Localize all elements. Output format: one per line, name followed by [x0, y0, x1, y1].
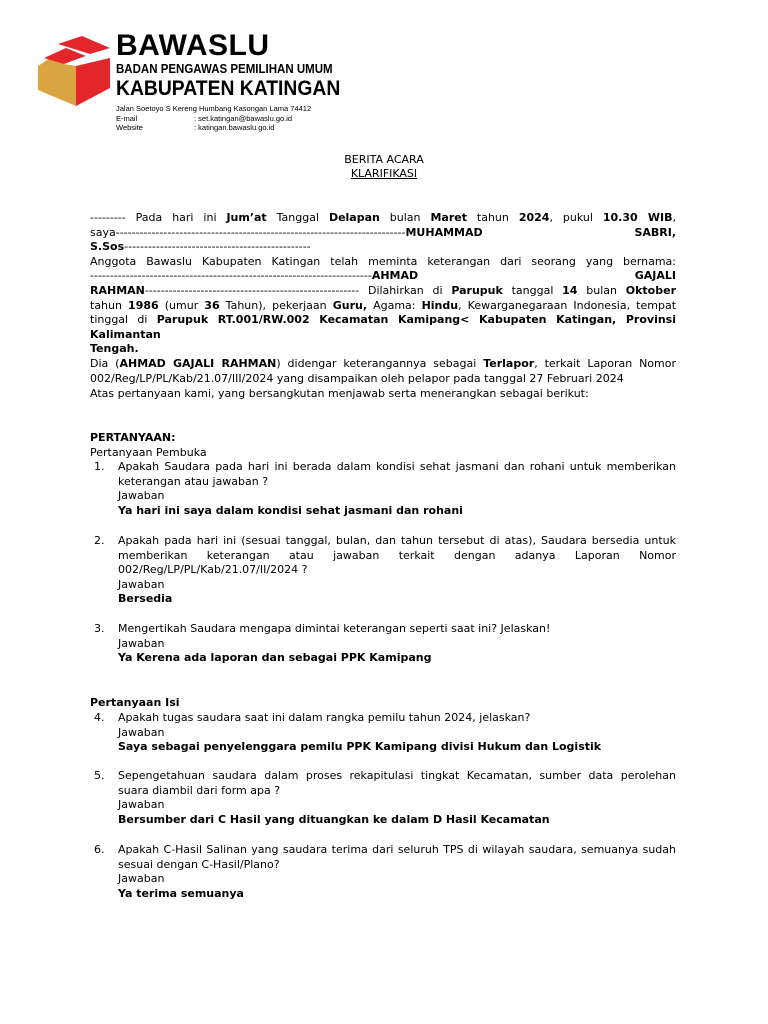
answer-label: Jawaban: [118, 489, 165, 503]
intro-line: Dia (AHMAD GAJALI RAHMAN) didengar keterangannya sebagai Terlapor, terkait Laporan Nomor: [90, 356, 677, 370]
section-header: [90, 431, 676, 460]
answer: Bersedia: [118, 592, 173, 606]
answer-label: Jawaban: [118, 798, 165, 812]
question-item: 5. Sepengetahuan saudara dalam proses rekapitulasi tingkat Kecamatan, sumber data perolehan suara diambil dari form apa ? Jawaban Bersumber dari C Hasil yang dituangkan ke dalam D Hasil Kecamatan: [94, 769, 676, 826]
question-item: 2. Apakah pada hari ini (sesuai tanggal, bulan, dan tahun tersebut di atas), Saudara bersedia untuk memberikan keterangan atau jawaban terkait dengan adanya Laporan Nomor 002/Reg/LP/PL/Kab/21.07/II/2024 ? Jawaban Bersedia: [94, 534, 676, 606]
intro-line: RAHMAN------------------------------------------------------ Dilahirkan di Parupuk tanggal 14 bulan Oktober: [90, 283, 676, 297]
doc-title: BERITA ACARA: [344, 153, 424, 166]
question-item: 1. Apakah Saudara pada hari ini berada dalam kondisi sehat jasmani dan rohani untuk memberikan keterangan atau jawaban ? Jawaban Ya hari ini saya dalam kondisi sehat jasmani dan rohani: [94, 460, 676, 517]
intro-line: saya-------------------------------------------------------------------------MUHAMMAD SABRI,: [90, 225, 676, 239]
org-region: KABUPATEN KATINGAN: [116, 77, 341, 100]
website-value: : katingan.bawaslu.go.id: [194, 123, 275, 133]
subsection-content: Pertanyaan Isi: [90, 696, 180, 709]
intro-paragraph: [90, 211, 676, 386]
section-title: PERTANYAAN:: [90, 431, 176, 444]
website-label: Website: [116, 123, 143, 133]
intro-line: tinggal di Parupuk RT.001/RW.002 Kecamatan Kamipang< Kabupaten Katingan, Provinsi Kalimantan: [90, 313, 676, 341]
contact-block: [116, 104, 311, 133]
bawaslu-logo: [36, 36, 112, 106]
answer: Ya terima semuanya: [118, 886, 244, 900]
subsection-opening: Pertanyaan Pembuka: [90, 445, 207, 459]
statement-line: Atas pertanyaan kami, yang bersangkutan menjawab serta menerangkan sebagai berikut:: [90, 387, 589, 400]
question-item: 4. Apakah tugas saudara saat ini dalam rangka pemilu tahun 2024, jelaskan? Jawaban Saya sebagai penyelenggara pemilu PPK Kamipang divisi Hukum dan Logistik: [90, 711, 676, 755]
question-item: 3. Mengertikah Saudara mengapa dimintai keterangan seperti saat ini? Jelaskan! Jawaban Ya Kerena ada laporan dan sebagai PPK Kamipang: [90, 622, 676, 666]
intro-line: Anggota Bawaslu Kabupaten Katingan telah meminta keterangan dari seorang yang bernama:: [90, 254, 676, 268]
answer: Bersumber dari C Hasil yang dituangkan ke dalam D Hasil Kecamatan: [118, 812, 550, 826]
address: Jalan Soetoyo S Kereng Humbang Kasongan Lama 74412: [116, 104, 312, 113]
intro-line: S.Sos-----------------------------------------------: [90, 240, 311, 254]
doc-subtitle: KLARIFIKASI: [350, 167, 418, 180]
intro-line: -----------------------------------------------------------------------AHMAD GAJALI: [90, 269, 676, 283]
email-label: E-mail: [116, 113, 138, 123]
org-name: BAWASLU: [116, 29, 270, 62]
answer: Ya Kerena ada laporan dan sebagai PPK Kamipang: [118, 651, 432, 665]
intro-line: 002/Reg/LP/PL/Kab/21.07/III/2024 yang disampaikan oleh pelapor pada tanggal 27 Februari 2024: [90, 371, 624, 385]
question-item: 6. Apakah C-Hasil Salinan yang saudara terima dari seluruh TPS di wilayah saudara, semuanya sudah sesuai dengan C-Hasil/Plano? Jawaban Ya terima semuanya: [94, 843, 676, 900]
intro-line: --------- Pada hari ini Jum’at Tanggal Delapan bulan Maret tahun 2024, pukul 10.30 WIB,: [90, 211, 676, 224]
answer-label: Jawaban: [118, 872, 165, 886]
answer: Ya hari ini saya dalam kondisi sehat jasmani dan rohani: [118, 503, 463, 517]
answer-label: Jawaban: [118, 577, 165, 591]
email-value: : set.katingan@bawaslu.go.id: [194, 113, 293, 123]
intro-line: Tengah.: [90, 342, 139, 356]
org-full-name: BADAN PENGAWAS PEMILIHAN UMUM: [116, 62, 333, 76]
answer: Saya sebagai penyelenggara pemilu PPK Kamipang divisi Hukum dan Logistik: [118, 740, 602, 754]
answer-label: Jawaban: [118, 636, 165, 650]
answer-label: Jawaban: [118, 725, 165, 739]
intro-line: tahun 1986 (umur 36 Tahun), pekerjaan Guru, Agama: Hindu, Kewarganegaraan Indonesia, tempat: [90, 298, 677, 312]
